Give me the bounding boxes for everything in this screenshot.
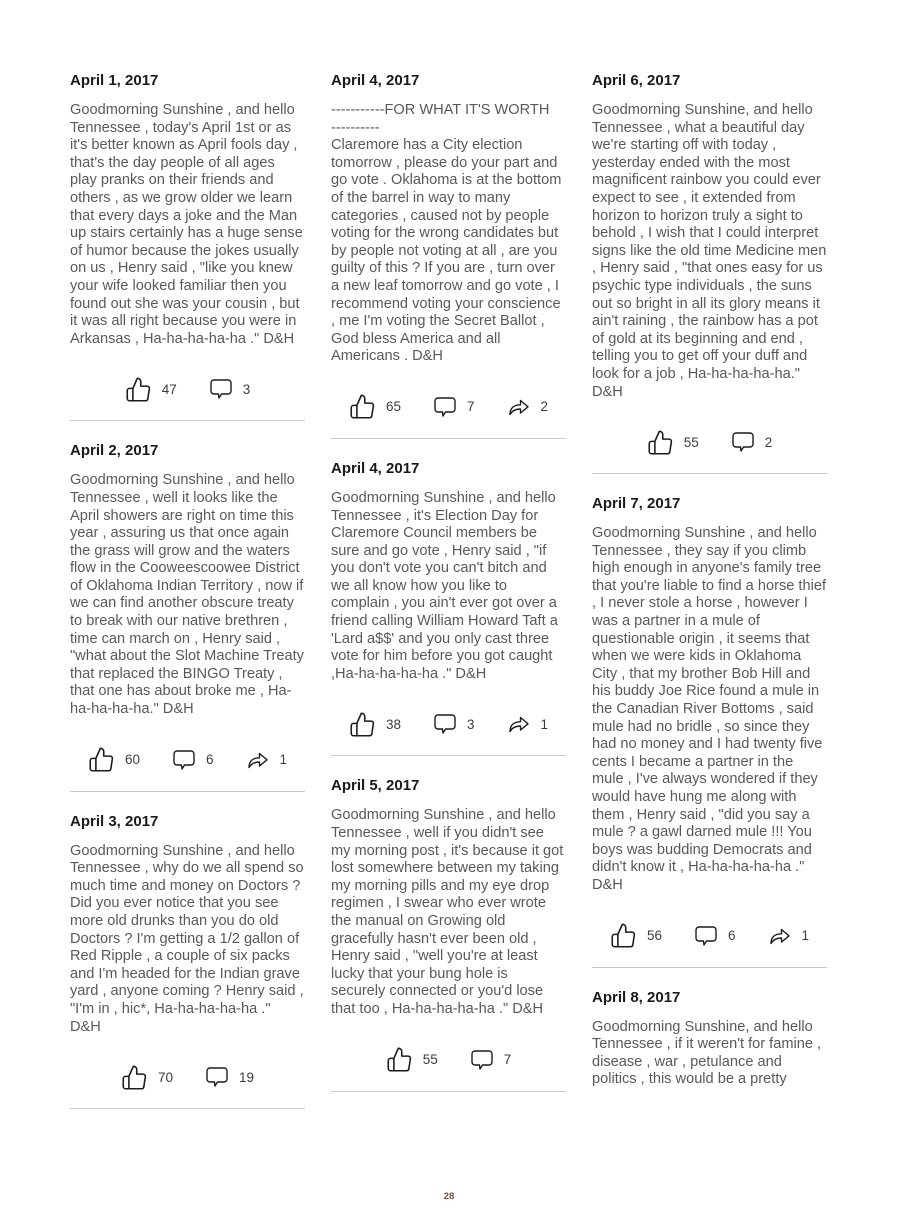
post-divider	[592, 473, 827, 474]
share-count: 1	[279, 752, 288, 768]
share-arrow-icon	[246, 748, 270, 772]
post-divider	[331, 438, 566, 439]
comment-bubble-icon	[470, 1048, 494, 1072]
post-april-7	[592, 495, 827, 967]
page-number: 28	[443, 1191, 455, 1202]
comment-stat	[470, 1048, 512, 1072]
post-engagement-row	[70, 1062, 305, 1092]
like-stat	[121, 1064, 173, 1091]
comment-bubble-icon	[433, 395, 457, 419]
comment-bubble-icon	[209, 377, 233, 401]
comment-count: 7	[467, 399, 475, 415]
comment-count: 6	[728, 928, 736, 944]
post-body: Goodmorning Sunshine , and hello Tennessee , today's April 1st or as it's better known as April fools day , that's the day people of all ages play pranks on their friends and others , as we grow older we learn that every days a joke and the Man up stairs certainly has a huge sense of humor because the jokes usually on us , Henry said , "like you knew your wife looked familiar then you found out she was your cousin , but it was all right because you were in Arkansas , Ha-ha-ha-ha-ha ." D&H	[70, 102, 303, 347]
like-count: 65	[385, 399, 401, 415]
comment-bubble-icon	[731, 430, 755, 454]
post-engagement-row	[331, 392, 566, 422]
post-date: April 7, 2017	[592, 495, 681, 513]
share-arrow-icon	[507, 395, 531, 419]
comment-stat	[433, 395, 475, 419]
like-count: 56	[646, 928, 662, 944]
like-stat	[647, 429, 699, 456]
post-header-line: -----------FOR WHAT IT'S WORTH	[331, 102, 550, 118]
post-date: April 1, 2017	[70, 72, 159, 89]
post-date: April 8, 2017	[592, 988, 681, 1006]
share-stat	[507, 395, 549, 419]
comment-count: 6	[206, 752, 214, 768]
comment-stat	[205, 1065, 254, 1089]
comment-bubble-icon	[694, 924, 718, 948]
post-april-8-truncated	[592, 989, 827, 1089]
post-engagement-row	[70, 374, 305, 404]
post-april-2	[70, 442, 305, 791]
comment-count: 2	[764, 434, 773, 450]
post-body: Goodmorning Sunshine , and hello Tennessee , they say if you climb high enough in anyone's family tree that you're liable to find a horse thief , I never stole a horse , however I was a partner in a mule of questionable origin , it seems that when we were kids in Oklahoma City , that my brother Bob Hill and his buddy Joe Rice found a mule in the Canadian River Bottoms , said mule had no bridle , so since they had no money and I had twenty five cents I became a partner in the mule , I've always wondered if they would have hung me along with them , Henry said , "did you say a mule ? a gawl darned mule !!! You boys was budding Democrats and didn't know it , Ha-ha-ha-ha-ha ." D&H	[592, 525, 826, 893]
thumbs-up-icon	[386, 1046, 413, 1073]
comment-bubble-icon	[433, 712, 457, 736]
like-stat	[349, 711, 401, 738]
post-date: April 2, 2017	[70, 442, 159, 460]
post-date: April 4, 2017	[331, 72, 420, 89]
like-count: 60	[124, 752, 140, 768]
post-body: Goodmorning Sunshine, and hello Tennessee , if it weren't for famine , disease , war , petulance and politics , this would be a pretty	[592, 1018, 822, 1088]
post-body: Goodmorning Sunshine, and hello Tennessee , what a beautiful day we're starting off with today , yesterday ended with the most magnificent rainbow you could ever expect to see , it extended from horizon to horizon truly a sight to behold , I wish that I could interpret signs like the old time Medicine men , Henry said , "that ones easy for us psychic type individuals , the suns out so bright in all its glory means it ain't raining , the rainbow has a pot of gold at its beginning and end , telling you to get off your duff and look for a job , Ha-ha-ha-ha-ha." D&H	[592, 102, 827, 400]
thumbs-up-icon	[610, 922, 637, 949]
post-body: Goodmorning Sunshine , and hello Tennessee , it's Election Day for Claremore Council members be sure and go vote , Henry said , "if you don't vote you can't bitch and we all know how you like to complain , you ain't ever got over a friend calling William Howard Taft a 'Lard a$$' and you only cast three vote for him before you got caught ,Ha-ha-ha-ha-ha ." D&H	[331, 489, 558, 682]
share-arrow-icon	[768, 924, 792, 948]
post-april-4-fwiw	[331, 72, 566, 439]
like-count: 55	[422, 1052, 438, 1068]
post-date: April 4, 2017	[331, 459, 420, 477]
comment-stat	[172, 748, 214, 772]
comment-stat	[731, 430, 773, 454]
post-april-4-election	[331, 460, 566, 757]
thumbs-up-icon	[121, 1064, 148, 1091]
comment-stat	[694, 924, 736, 948]
share-stat	[507, 712, 549, 736]
like-stat	[386, 1046, 438, 1073]
thumbs-up-icon	[349, 711, 376, 738]
post-body: Goodmorning Sunshine , and hello Tennessee , well if you didn't see my morning post , it's because it got lost somewhere between my taking my morning pills and my eye drop regimen , I swear who ever wrote the manual on Growing old gracefully hasn't ever been old , Henry said , "well you're at least lucky that your bung hole is securely connected or you'd lose that too , Ha-ha-ha-ha-ha ." D&H	[331, 807, 564, 1017]
thumbs-up-icon	[125, 376, 152, 403]
comment-count: 3	[467, 716, 475, 732]
comment-bubble-icon	[172, 748, 196, 772]
share-arrow-icon	[507, 712, 531, 736]
thumbs-up-icon	[647, 429, 674, 456]
thumbs-up-icon	[349, 393, 376, 420]
like-stat	[88, 746, 140, 773]
post-engagement-row	[70, 745, 305, 775]
share-stat	[246, 748, 288, 772]
post-engagement-row	[592, 921, 827, 951]
post-divider	[331, 755, 566, 756]
post-body: Claremore has a City election tomorrow , please do your part and go vote . Oklahoma is at the bottom of the barrel in way to many categories , caused not by people voting for the wrong candidates but by people not voting at all , are you guilty of this ? If you are , turn over a new leaf tomorrow and go vote , I recommend voting your conscience , me I'm voting the Secret Ballot , God bless America and all Americans . D&H	[331, 137, 562, 365]
post-april-1	[70, 72, 305, 421]
comment-count: 3	[242, 381, 251, 397]
post-divider	[331, 1091, 566, 1092]
post-body: Goodmorning Sunshine , and hello Tennessee , why do we all spend so much time and money on Doctors ? Did you ever notice that you see more old drunks than you do old Doctors ? I'm getting a 1/2 gallon of Red Ripple , a couple of six packs and I'm headed for the Indian grave yard , anyone coming ? Henry said , "I'm in , hic*, Ha-ha-ha-ha-ha ." D&H	[70, 842, 304, 1035]
post-header-line: ----------	[331, 119, 380, 136]
post-body: Goodmorning Sunshine , and hello Tennessee , well it looks like the April showers are right on time this year , assuring us that once again the grass will grow and the waters flow in the Cooweescoowee District of Oklahoma Indian Territory , now if we can find another obscure treaty to break with our native brethren , time can march on , Henry said , "what about the Slot Machine Treaty that replaced the BINGO Treaty , that one has about broke me , Ha-ha-ha-ha-ha." D&H	[70, 472, 304, 718]
like-stat	[349, 393, 401, 420]
post-divider	[70, 420, 305, 421]
post-date: April 3, 2017	[70, 812, 159, 830]
share-stat	[768, 924, 810, 948]
post-april-3	[70, 813, 305, 1110]
comment-stat	[209, 377, 251, 401]
comment-stat	[433, 712, 475, 736]
post-divider	[592, 967, 827, 968]
post-april-6	[592, 72, 827, 474]
column-2	[331, 72, 566, 1113]
post-date: April 5, 2017	[331, 777, 420, 795]
column-3	[592, 72, 827, 1089]
comment-count: 7	[503, 1052, 512, 1068]
column-1	[70, 72, 305, 1130]
like-count: 47	[161, 381, 177, 397]
post-engagement-row	[331, 1045, 566, 1075]
share-count: 1	[801, 928, 810, 944]
like-count: 55	[683, 434, 699, 450]
comment-bubble-icon	[205, 1065, 229, 1089]
like-stat	[125, 376, 177, 403]
share-count: 1	[540, 716, 549, 732]
share-count: 2	[540, 399, 549, 415]
post-date: April 6, 2017	[592, 72, 681, 89]
like-count: 70	[157, 1069, 173, 1085]
post-divider	[70, 791, 305, 792]
thumbs-up-icon	[88, 746, 115, 773]
like-count: 38	[385, 716, 401, 732]
post-april-5	[331, 777, 566, 1091]
post-divider	[70, 1108, 305, 1109]
post-engagement-row	[331, 709, 566, 739]
post-engagement-row	[592, 427, 827, 457]
like-stat	[610, 922, 662, 949]
post-columns	[70, 72, 898, 1130]
comment-count: 19	[239, 1069, 255, 1085]
